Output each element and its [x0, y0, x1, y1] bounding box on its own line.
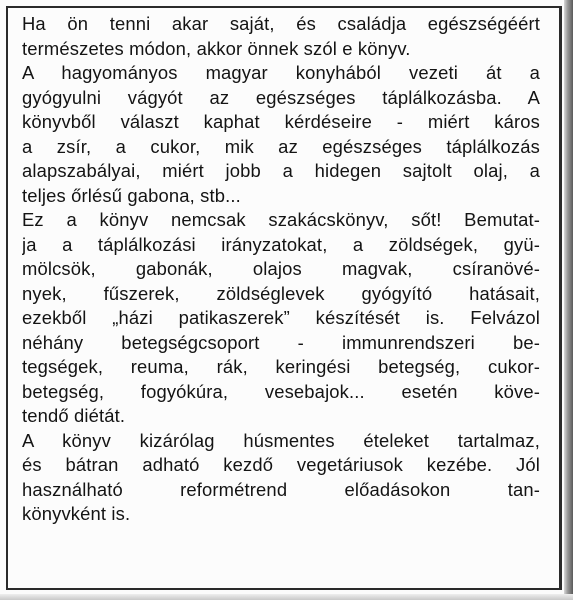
book-description-text [22, 12, 540, 527]
paragraph-not-only-cookbook [22, 208, 540, 429]
text-line: használható reformétrend előadásokon tan- [22, 478, 540, 500]
scan-right-edge [564, 0, 573, 600]
text-line: Ha ön tenni akar saját, és családja egészségéért [22, 13, 540, 34]
text-line: tegségek, reuma, rák, keringési betegség, cukor- [22, 356, 540, 377]
text-line: természetes módon, akkor önnek szól e könyv. [22, 37, 411, 59]
text-line: A hagyományos magyar konyhából vezeti át a [22, 62, 540, 83]
text-line: alapszabályai, miért jobb a hidegen sajtolt olaj, a [22, 160, 540, 181]
text-line: könyvből választ kaphat kérdéseire - miért káros [22, 111, 540, 132]
text-line: ezekből „házi patikaszerek” készítését is. Felvázol [22, 307, 540, 328]
text-line: könyvként is. [22, 503, 131, 524]
paragraph-intro [22, 12, 540, 61]
text-line: mölcsök, gabonák, olajos magvak, csíranövé- [22, 258, 540, 279]
text-line: teljes őrlésű gabona, stb... [22, 184, 241, 206]
paragraph-traditional-kitchen [22, 61, 540, 208]
text-line: nyek, fűszerek, zöldséglevek gyógyító hatásait, [22, 282, 540, 304]
text-line: ja a táplálkozási irányzatokat, a zöldségek, gyü- [22, 233, 540, 255]
text-line: Ez a könyv nemcsak szakácskönyv, sőt! Bemutat- [22, 209, 540, 230]
text-line: és bátran adható kezdő vegetáriusok kezébe. Jól [22, 454, 540, 475]
text-line: A könyv kizárólag húsmentes ételeket tartalmaz, [22, 429, 540, 451]
text-line: a zsír, a cukor, mik az egészséges táplálkozás [22, 135, 540, 157]
scan-bottom-edge [0, 594, 573, 600]
text-line: tendő diétát. [22, 405, 126, 426]
text-line: betegség, fogyókúra, vesebajok... esetén köve- [22, 380, 540, 402]
paragraph-vegetarian [22, 429, 540, 527]
text-line: néhány betegségcsoport - immunrendszeri be- [22, 331, 540, 353]
text-line: gyógyulni vágyót az egészséges táplálkozásba. A [22, 86, 540, 108]
